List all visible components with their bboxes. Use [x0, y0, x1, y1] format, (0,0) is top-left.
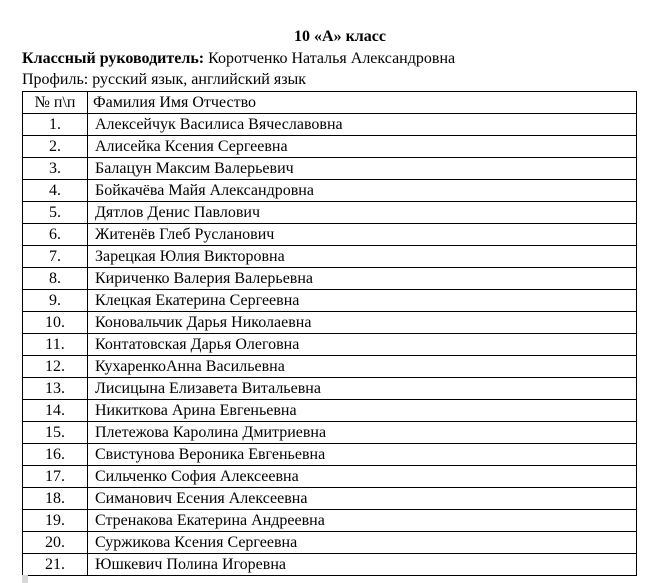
student-table	[22, 91, 637, 576]
table-row	[23, 466, 637, 488]
student-name: Житенёв Глеб Русланович	[88, 224, 637, 246]
row-number: 7.	[23, 246, 88, 268]
student-name: Зарецкая Юлия Викторовна	[88, 246, 637, 268]
row-number: 4.	[23, 180, 88, 202]
row-number: 9.	[23, 290, 88, 312]
row-number: 6.	[23, 224, 88, 246]
profile-line: Профиль: русский язык, английский язык	[22, 71, 307, 88]
student-name: КухаренкоАнна Васильевна	[88, 356, 637, 378]
row-number: 21.	[23, 554, 88, 576]
table-row	[23, 356, 637, 378]
table-row	[23, 114, 637, 136]
row-number: 18.	[23, 488, 88, 510]
student-name: Контатовская Дарья Олеговна	[88, 334, 637, 356]
student-name: Клецкая Екатерина Сергеевна	[88, 290, 637, 312]
row-number: 11.	[23, 334, 88, 356]
table-row	[23, 532, 637, 554]
teacher-name: Коротченко Наталья Александровна	[208, 50, 456, 67]
student-name: Балацун Максим Валерьевич	[88, 158, 637, 180]
student-name: Алисейка Ксения Сергеевна	[88, 136, 637, 158]
row-number: 13.	[23, 378, 88, 400]
teacher-label: Классный руководитель:	[22, 50, 205, 67]
document-page	[22, 27, 636, 576]
student-name: Кириченко Валерия Валерьевна	[88, 268, 637, 290]
row-number: 17.	[23, 466, 88, 488]
row-number: 1.	[23, 114, 88, 136]
page-edge-mark	[22, 575, 28, 583]
table-row	[23, 224, 637, 246]
student-name: Плетежова Каролина Дмитриевна	[88, 422, 637, 444]
table-row	[23, 136, 637, 158]
class-title: 10 «А» класс	[294, 28, 386, 45]
row-number: 15.	[23, 422, 88, 444]
student-name: Юшкевич Полина Игоревна	[88, 554, 637, 576]
table-row	[23, 158, 637, 180]
table-body	[23, 114, 637, 576]
student-name: Коновальчик Дарья Николаевна	[88, 312, 637, 334]
header-full-name: Фамилия Имя Отчество	[88, 92, 637, 114]
table-row	[23, 554, 637, 576]
row-number: 20.	[23, 532, 88, 554]
student-name: Стренакова Екатерина Андреевна	[88, 510, 637, 532]
table-row	[23, 268, 637, 290]
table-row	[23, 378, 637, 400]
student-name: Бойкачёва Майя Александровна	[88, 180, 637, 202]
row-number: 8.	[23, 268, 88, 290]
student-name: Дятлов Денис Павлович	[88, 202, 637, 224]
table-row	[23, 400, 637, 422]
table-row	[23, 180, 637, 202]
row-number: 2.	[23, 136, 88, 158]
table-row	[23, 334, 637, 356]
row-number: 16.	[23, 444, 88, 466]
table-row	[23, 290, 637, 312]
table-header-row	[23, 92, 637, 114]
row-number: 10.	[23, 312, 88, 334]
student-name: Симанович Есения Алексеевна	[88, 488, 637, 510]
row-number: 19.	[23, 510, 88, 532]
table-row	[23, 246, 637, 268]
table-row	[23, 510, 637, 532]
student-name: Никиткова Арина Евгеньевна	[88, 400, 637, 422]
header-number: № п\п	[23, 92, 88, 114]
table-row	[23, 312, 637, 334]
student-name: Сильченко София Алексеевна	[88, 466, 637, 488]
row-number: 3.	[23, 158, 88, 180]
row-number: 12.	[23, 356, 88, 378]
table-row	[23, 488, 637, 510]
student-name: Алексейчук Василиса Вячеславовна	[88, 114, 637, 136]
student-name: Свистунова Вероника Евгеньевна	[88, 444, 637, 466]
teacher-line	[22, 49, 636, 70]
table-row	[23, 444, 637, 466]
table-row	[23, 422, 637, 444]
student-name: Лисицына Елизавета Витальевна	[88, 378, 637, 400]
row-number: 5.	[23, 202, 88, 224]
student-name: Суржикова Ксения Сергеевна	[88, 532, 637, 554]
row-number: 14.	[23, 400, 88, 422]
table-row	[23, 202, 637, 224]
